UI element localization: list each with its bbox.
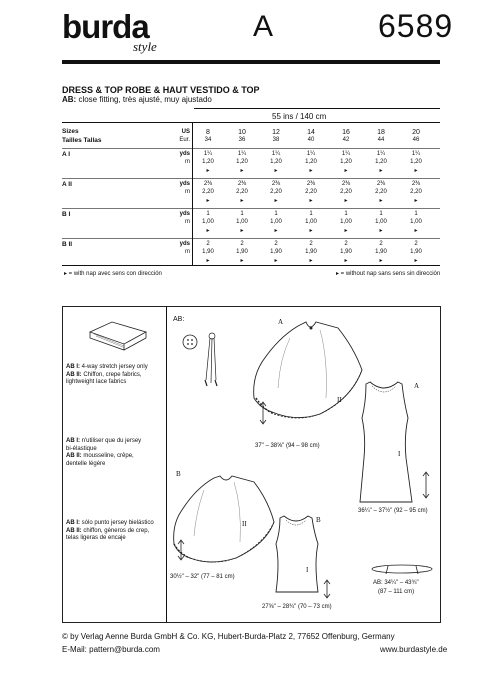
unit-m: m	[185, 219, 190, 225]
m-cell: 1,90	[202, 249, 214, 255]
yds-cell: 1	[240, 211, 244, 217]
unit-yds: yds	[179, 181, 190, 187]
nap-arrow-icon: ▸	[274, 258, 278, 264]
label-b-top: B	[176, 470, 181, 478]
us-size: 12	[272, 129, 280, 136]
nap-arrow-icon: ▸	[206, 198, 210, 204]
nap-arrow-icon: ▸	[379, 228, 383, 234]
measure-a-top: 37" – 38⅝" (94 – 98 cm)	[255, 443, 320, 449]
nap-arrow-icon: ▸	[240, 168, 244, 174]
nap-arrow-icon: ▸	[309, 228, 313, 234]
m-cell: 2,20	[410, 189, 422, 195]
row-divider	[62, 148, 440, 149]
sizes-label-fr-es: Tailles Tallas	[62, 137, 102, 144]
yds-cell: 1¼	[341, 151, 351, 157]
m-cell: 1,20	[236, 159, 248, 165]
nap-arrow-icon: ▸	[206, 228, 210, 234]
table-rule	[194, 108, 440, 109]
nap-arrow-icon: ▸	[240, 258, 244, 264]
without-nap-note: ▸ = without nap sans sens sin dirección	[336, 271, 441, 277]
yds-cell: 2	[240, 241, 244, 247]
m-cell: 2,20	[236, 189, 248, 195]
label-a-top: A	[278, 318, 284, 326]
fabric-width: 55 ins / 140 cm	[272, 112, 327, 121]
m-cell: 1,00	[202, 219, 214, 225]
fabric-fold-icon	[88, 318, 148, 358]
fabric-notes-es: AB I: sólo punto jersey bielástico AB II: chiffon, géneros de crep, telas ligeras de encaje	[66, 520, 154, 541]
nap-arrow-icon: ▸	[344, 168, 348, 174]
yds-cell: 1¼	[411, 151, 421, 157]
yds-cell: 1¼	[237, 151, 247, 157]
nap-arrow-icon: ▸	[274, 168, 278, 174]
nap-arrow-icon: ▸	[240, 228, 244, 234]
yds-cell: 1	[344, 211, 348, 217]
nap-arrow-icon: ▸	[414, 258, 418, 264]
table-rule	[62, 122, 440, 123]
unit-yds: yds	[179, 211, 190, 217]
eur-size: 40	[307, 137, 315, 143]
fit-text: close fitting, très ajusté, muy ajustado	[76, 95, 212, 104]
unit-m: m	[185, 189, 190, 195]
garment-title: DRESS & TOP ROBE & HAUT VESTIDO & TOP	[62, 85, 260, 95]
row-label: A II	[62, 181, 72, 188]
measure-belt: AB: 34¼" – 43¾"	[373, 580, 419, 586]
yds-cell: 2⅜	[271, 181, 281, 187]
nap-arrow-icon: ▸	[206, 168, 210, 174]
yds-cell: 1	[309, 211, 313, 217]
eur-size: 38	[272, 137, 280, 143]
nap-arrow-icon: ▸	[206, 258, 210, 264]
us-size: 20	[412, 129, 420, 136]
m-cell: 2,20	[375, 189, 387, 195]
nap-arrow-icon: ▸	[379, 198, 383, 204]
nap-arrow-icon: ▸	[309, 258, 313, 264]
us-size: 14	[307, 129, 315, 136]
label-b-tank-i: I	[306, 566, 309, 574]
us-label: US	[181, 129, 190, 135]
yds-cell: 2	[309, 241, 313, 247]
sizes-label: Sizes	[62, 128, 79, 135]
row-label: A I	[62, 151, 71, 158]
us-size: 8	[206, 129, 210, 136]
m-cell: 2,20	[202, 189, 214, 195]
m-cell: 1,00	[340, 219, 352, 225]
unit-m: m	[185, 159, 190, 165]
measure-b-tank: 27⅝" – 28¾" (70 – 73 cm)	[262, 604, 332, 610]
fabric-notes-fr: AB I: n'utiliser que du jersey bi-élastique AB II: mousseline, crêpe, dentelle légère	[66, 438, 142, 467]
yds-cell: 1¼	[271, 151, 281, 157]
m-cell: 1,90	[305, 249, 317, 255]
row-divider	[62, 208, 440, 209]
contact-email[interactable]: E-Mail: pattern@burda.com	[62, 645, 160, 654]
us-size: 16	[342, 129, 350, 136]
m-cell: 1,90	[236, 249, 248, 255]
nap-arrow-icon: ▸	[414, 168, 418, 174]
m-cell: 1,20	[340, 159, 352, 165]
nap-arrow-icon: ▸	[274, 198, 278, 204]
nap-arrow-icon: ▸	[309, 168, 313, 174]
m-cell: 1,20	[375, 159, 387, 165]
eur-size: 42	[342, 137, 350, 143]
nap-arrow-icon: ▸	[379, 168, 383, 174]
yds-cell: 1	[274, 211, 278, 217]
nap-arrow-icon: ▸	[240, 198, 244, 204]
m-cell: 1,20	[270, 159, 282, 165]
eur-size: 46	[412, 137, 420, 143]
box-divider	[166, 306, 167, 622]
yds-cell: 2	[206, 241, 210, 247]
yds-cell: 2	[379, 241, 383, 247]
nap-arrow-icon: ▸	[414, 198, 418, 204]
m-cell: 2,20	[305, 189, 317, 195]
yds-cell: 2	[414, 241, 418, 247]
yds-cell: 1¼	[376, 151, 386, 157]
label-b-tank: B	[316, 516, 321, 524]
yds-cell: 1	[414, 211, 418, 217]
m-cell: 1,00	[305, 219, 317, 225]
yds-cell: 2	[344, 241, 348, 247]
header-rule	[62, 60, 440, 64]
m-cell: 1,20	[202, 159, 214, 165]
unit-m: m	[185, 249, 190, 255]
nap-arrow-icon: ▸	[379, 258, 383, 264]
yds-cell: 2⅜	[306, 181, 316, 187]
nap-arrow-icon: ▸	[344, 228, 348, 234]
yds-cell: 1¼	[203, 151, 213, 157]
row-label: B II	[62, 241, 73, 248]
unit-yds: yds	[179, 241, 190, 247]
yds-cell: 2⅜	[203, 181, 213, 187]
notions-icon	[176, 328, 236, 390]
eur-size: 36	[238, 137, 246, 143]
nap-arrow-icon: ▸	[274, 228, 278, 234]
brand-logo-sub: style	[133, 39, 157, 54]
row-label: B I	[62, 211, 71, 218]
yds-cell: 2⅜	[341, 181, 351, 187]
pattern-number: 6589	[378, 8, 454, 44]
nap-arrow-icon: ▸	[309, 198, 313, 204]
label-b-top-ii: II	[242, 520, 247, 528]
length-arrow-icon	[322, 578, 332, 600]
eur-size: 44	[377, 137, 385, 143]
nap-arrow-icon: ▸	[414, 228, 418, 234]
yds-cell: 2⅜	[237, 181, 247, 187]
m-cell: 1,20	[410, 159, 422, 165]
measure-belt-cm: (87 – 111 cm)	[378, 589, 415, 595]
table-column-rule	[192, 122, 193, 265]
m-cell: 2,20	[270, 189, 282, 195]
belt-icon	[368, 562, 438, 576]
yds-cell: 1	[379, 211, 383, 217]
length-arrow-icon	[258, 400, 268, 426]
brand-logo: burda	[62, 8, 149, 45]
with-nap-note: ▸ = with nap avec sens con dirección	[64, 271, 162, 277]
measure-a-dress: 36¼" – 37½" (92 – 95 cm)	[358, 508, 428, 514]
m-cell: 1,00	[375, 219, 387, 225]
m-cell: 1,00	[270, 219, 282, 225]
us-size: 18	[377, 129, 385, 136]
notions-label: AB:	[173, 316, 185, 323]
yds-cell: 2	[274, 241, 278, 247]
label-a-dress-i: I	[398, 450, 401, 458]
length-arrow-icon	[421, 470, 431, 500]
measure-b-top: 30½" – 32" (77 – 81 cm)	[170, 574, 235, 580]
us-size: 10	[238, 129, 246, 136]
pattern-letter: A	[253, 10, 274, 43]
nap-arrow-icon: ▸	[344, 198, 348, 204]
label-a-dress: A	[414, 382, 420, 390]
row-divider	[62, 238, 440, 239]
yds-cell: 1¼	[306, 151, 316, 157]
yds-cell: 1	[206, 211, 210, 217]
website-link[interactable]: www.burdastyle.de	[380, 645, 448, 654]
fit-code: AB:	[62, 95, 77, 104]
length-arrow-icon	[176, 538, 186, 562]
label-a-top-ii: II	[337, 396, 342, 404]
fabric-notes-en: AB I: 4-way stretch jersey only AB II: Chiffon, crepe fabrics, lightweight lace fabrics	[66, 364, 148, 385]
eur-label: Eur.	[179, 137, 190, 143]
unit-yds: yds	[179, 151, 190, 157]
garment-a-dress-illustration	[352, 378, 418, 508]
fit-description	[62, 95, 212, 104]
m-cell: 1,00	[236, 219, 248, 225]
table-rule	[62, 265, 440, 266]
m-cell: 2,20	[340, 189, 352, 195]
m-cell: 1,90	[410, 249, 422, 255]
garment-b-tank-illustration	[268, 512, 328, 596]
copyright-line: © by Verlag Aenne Burda GmbH & Co. KG, Hubert-Burda-Platz 2, 77652 Offenburg, Germany	[62, 632, 395, 641]
m-cell: 1,00	[410, 219, 422, 225]
row-divider	[62, 178, 440, 179]
nap-arrow-icon: ▸	[344, 258, 348, 264]
garment-b-top-illustration	[170, 472, 280, 572]
m-cell: 1,90	[340, 249, 352, 255]
eur-size: 34	[204, 137, 212, 143]
m-cell: 1,90	[270, 249, 282, 255]
m-cell: 1,20	[305, 159, 317, 165]
yds-cell: 2⅜	[411, 181, 421, 187]
yds-cell: 2⅜	[376, 181, 386, 187]
m-cell: 1,90	[375, 249, 387, 255]
